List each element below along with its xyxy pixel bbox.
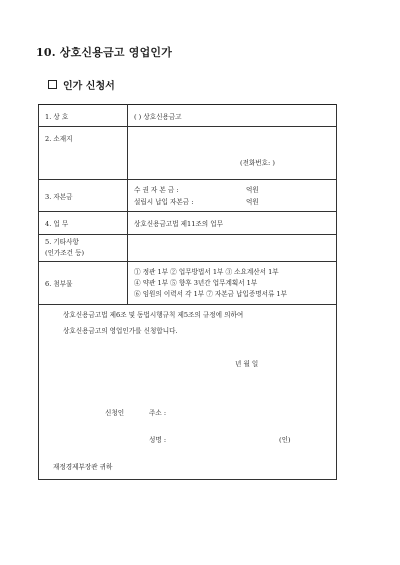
- paid-in-capital-label: 설립시 납입 자본금 :: [134, 197, 194, 206]
- authorized-capital-label: 수 권 자 본 금 :: [134, 185, 179, 194]
- attachments-line-3: ⑥ 임원의 이력서 각 1부 ⑦ 자본금 납입증명서류 1부: [134, 289, 287, 298]
- row-value-other: [128, 235, 337, 262]
- checkbox-square-icon: [48, 80, 57, 89]
- row-label-business: 4. 업 무: [39, 212, 128, 235]
- application-form-table: [38, 104, 337, 305]
- row-value-capital: [128, 180, 337, 212]
- row-label-other: [39, 235, 128, 262]
- row-value-location: [128, 127, 337, 180]
- document-title: 10. 상호신용금고 영업인가: [36, 46, 173, 59]
- date-line: 년 월 일: [235, 360, 259, 368]
- other-sublabel: (인가조건 등): [45, 249, 85, 257]
- table-row: [39, 212, 337, 235]
- other-label: 5. 기타사항: [45, 238, 79, 246]
- recipient: 재정경제부장관 귀하: [53, 463, 113, 471]
- row-value-business: 상호신용금고법 제11조의 업무: [128, 212, 337, 235]
- row-label-capital: 3. 자본금: [39, 180, 128, 212]
- table-row: [39, 235, 337, 262]
- declaration-box: [38, 295, 337, 480]
- attachments-line-2: ④ 약관 1부 ⑤ 향후 3년간 업무계획서 1부: [134, 278, 258, 287]
- row-label-trade-name: 1. 상 호: [39, 105, 128, 127]
- authorized-capital-unit: 억원: [246, 185, 259, 194]
- row-value-trade-name: ( ) 상호신용금고: [128, 105, 337, 127]
- row-label-attachments: 6. 첨부물: [39, 262, 128, 305]
- phone-number-field: (전화번호: ): [240, 159, 275, 167]
- paid-in-capital-unit: 억원: [246, 197, 259, 206]
- name-label: 성명 :: [149, 436, 167, 444]
- table-row: [39, 105, 337, 127]
- applicant-label: 신청인: [105, 409, 125, 417]
- form-heading: [48, 77, 115, 92]
- declaration-line-2: 상호신용금고의 영업인가를 신청합니다.: [63, 327, 178, 335]
- seal-mark: (인): [279, 436, 291, 444]
- declaration-line-1: 상호신용금고법 제6조 및 동법시행규칙 제5조의 규정에 의하여: [63, 311, 244, 319]
- address-label: 주소 :: [149, 409, 167, 417]
- table-row: [39, 127, 337, 180]
- form-heading-text: 인가 신청서: [63, 81, 115, 92]
- table-row: [39, 180, 337, 212]
- attachments-line-1: ① 정관 1부 ② 업무방법서 1부 ③ 소요계산서 1부: [134, 267, 279, 276]
- row-label-location: 2. 소재지: [39, 127, 128, 180]
